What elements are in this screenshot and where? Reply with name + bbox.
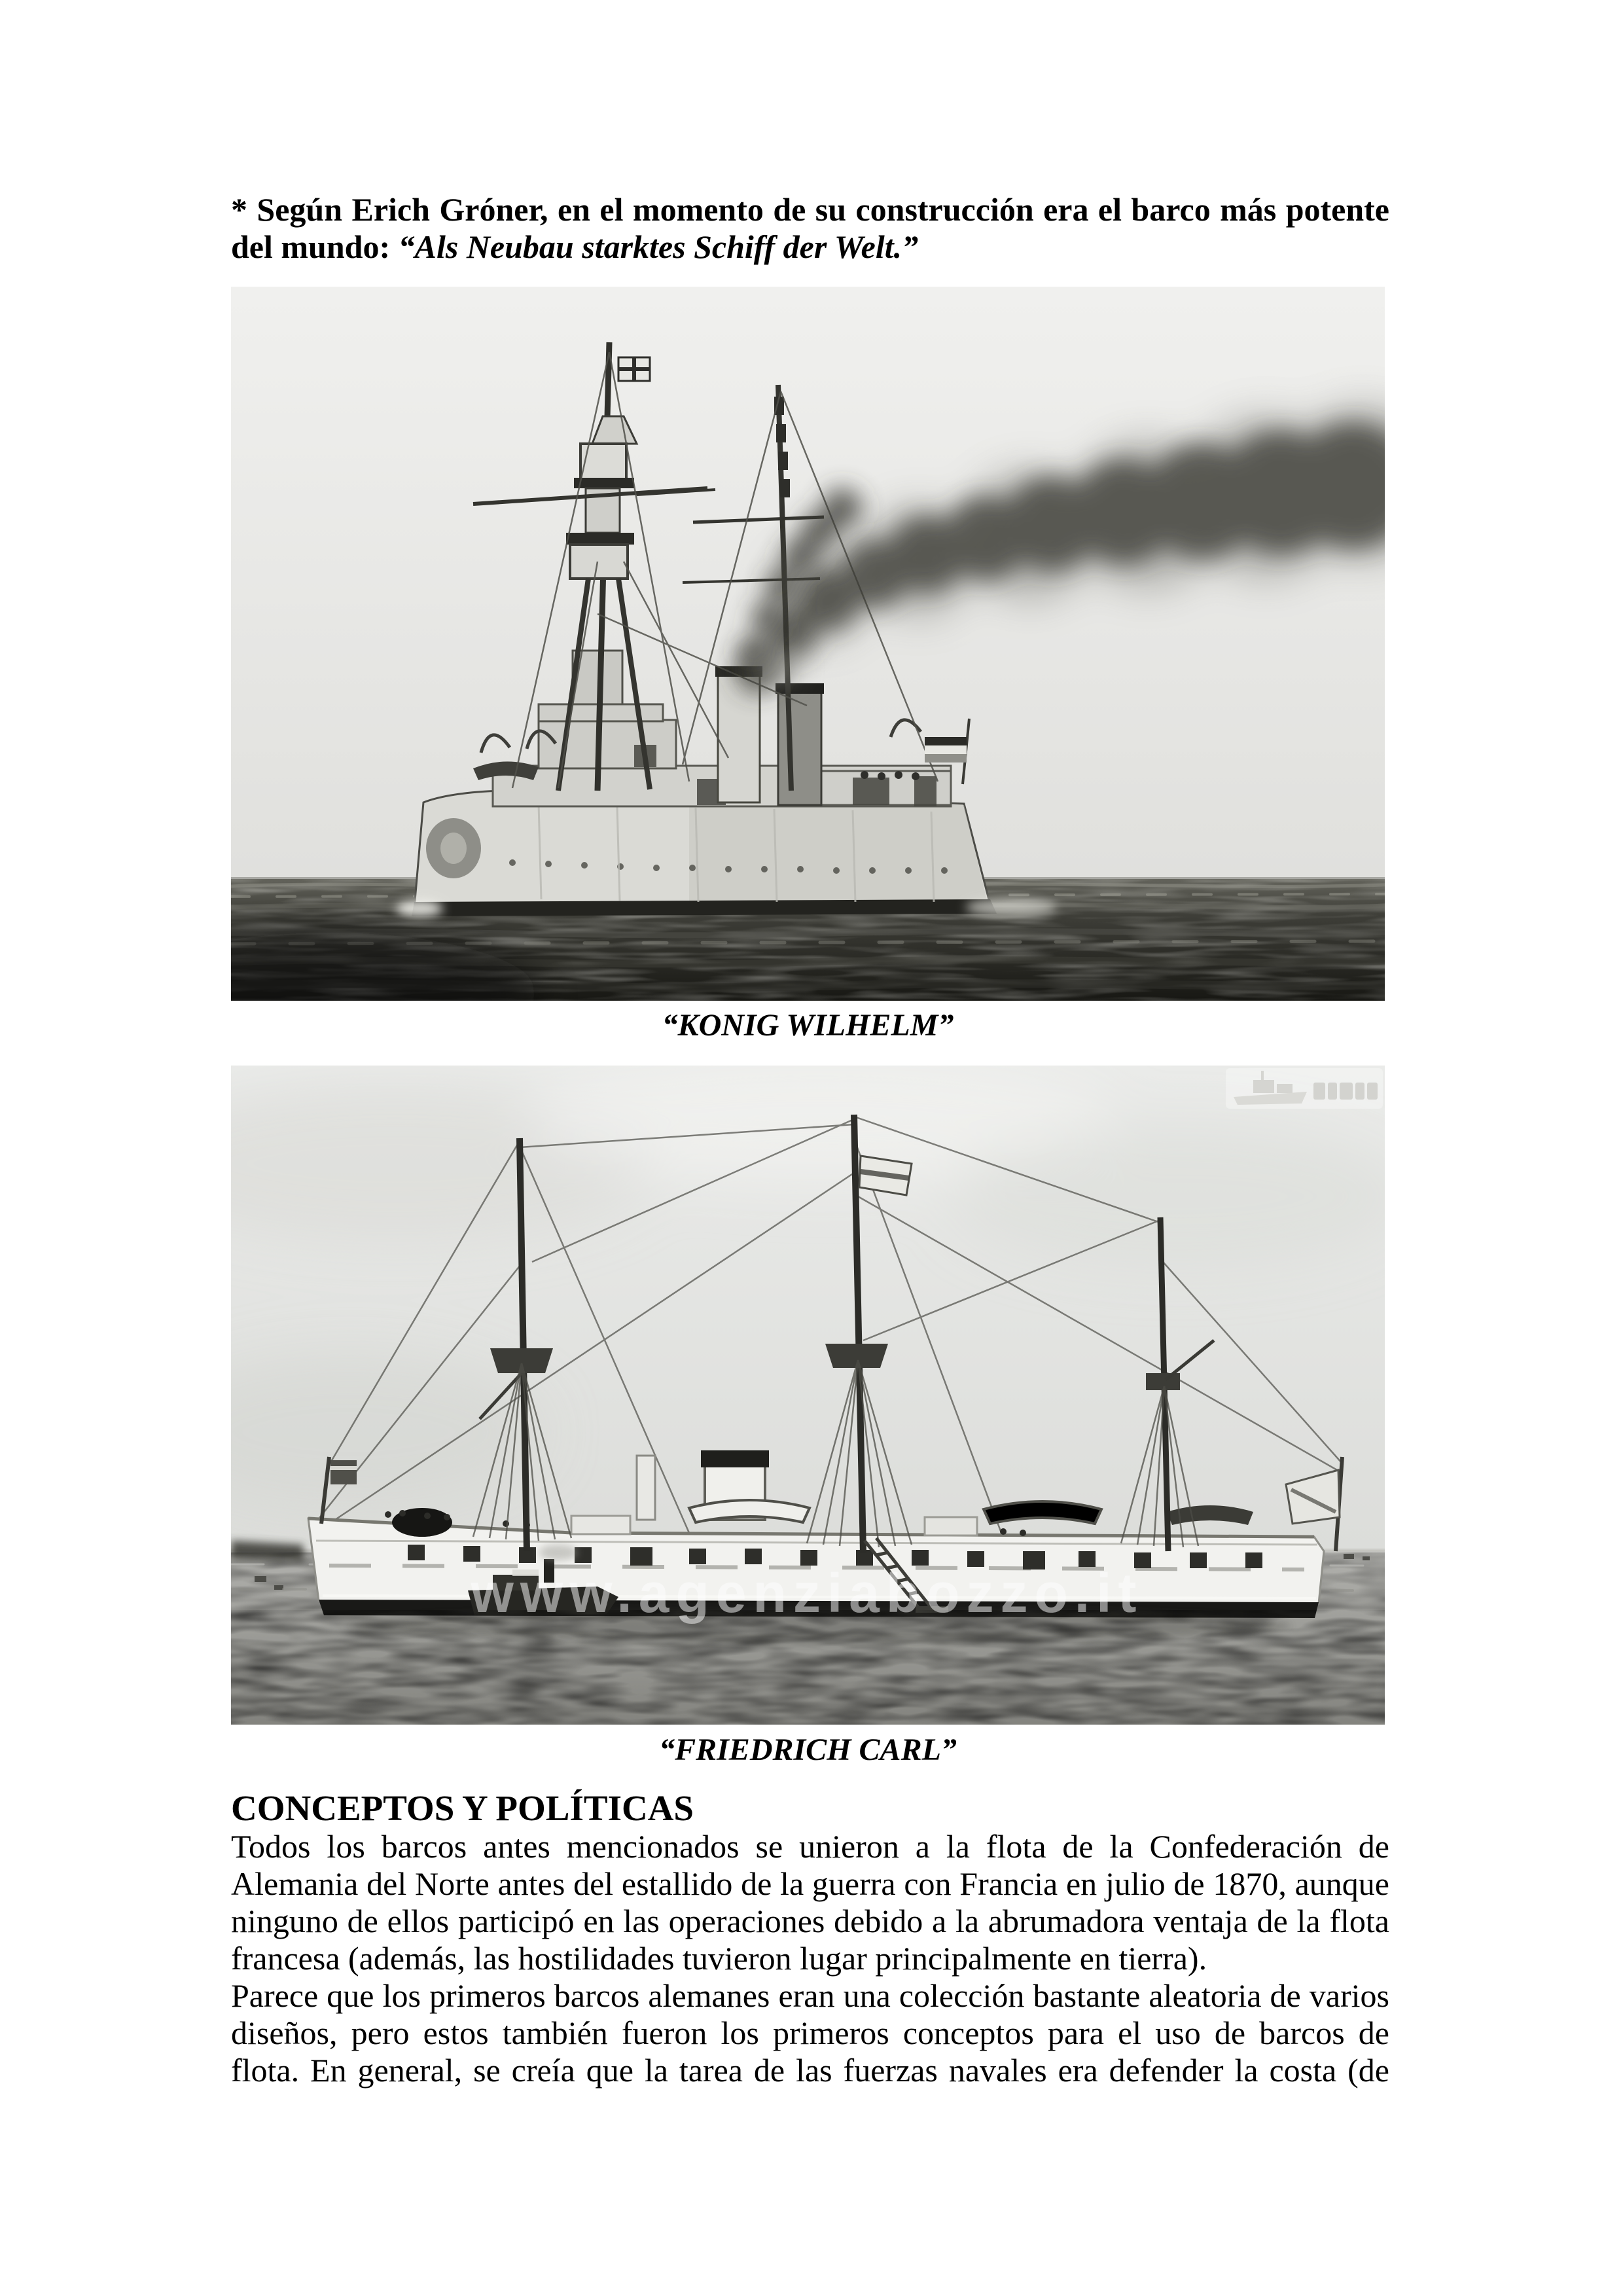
intro-note [231, 191, 1389, 266]
document-page [231, 191, 1389, 2089]
figure-friedrich-carl [231, 1066, 1385, 1725]
intro-note-quote: “Als Neubau starktes Schiff der Welt.” [398, 228, 919, 265]
caption-konig-wilhelm: “KONIG WILHELM” [662, 1008, 954, 1043]
paragraph-fleet-confederation: Todos los barcos antes mencionados se unieron a la flota de la Confederación de Alemania del Norte antes del estallido de la guerra con Francia en julio de 1870, aunque ninguno de ellos participó en las operaciones debido a la abrumadora ventaja de la flota francesa (además, las hostilidades tuvieron lugar principalmente en tierra). [231, 1828, 1389, 1977]
photo2-water-texture [231, 1610, 1385, 1725]
caption-friedrich-carl: “FRIEDRICH CARL” [659, 1732, 957, 1767]
intro-note-lead: * Según Erich Gróner, en el momento de su construcción era el barco más potente del mundo: [231, 191, 1389, 265]
konig-wilhelm-photo [231, 287, 1385, 1001]
masthead-flag [859, 1156, 912, 1195]
friedrich-carl-photo [231, 1066, 1385, 1725]
photo-watermark-text: www.agenziabozzo.it [471, 1562, 1143, 1624]
agency-logo-watermark [1226, 1068, 1383, 1109]
photo2-sky [231, 1066, 1385, 1551]
figure-konig-wilhelm [231, 287, 1385, 1001]
section-heading: CONCEPTOS Y POLÍTICAS [231, 1788, 694, 1828]
paragraph-first-concepts: Parece que los primeros barcos alemanes eran una colección bastante aleatoria de varios diseños, pero estos también fueron los primeros conceptos para el uso de barcos de flota. En general, se creía que la tarea de las fuerzas navales era defender la costa (de [231, 1977, 1389, 2089]
